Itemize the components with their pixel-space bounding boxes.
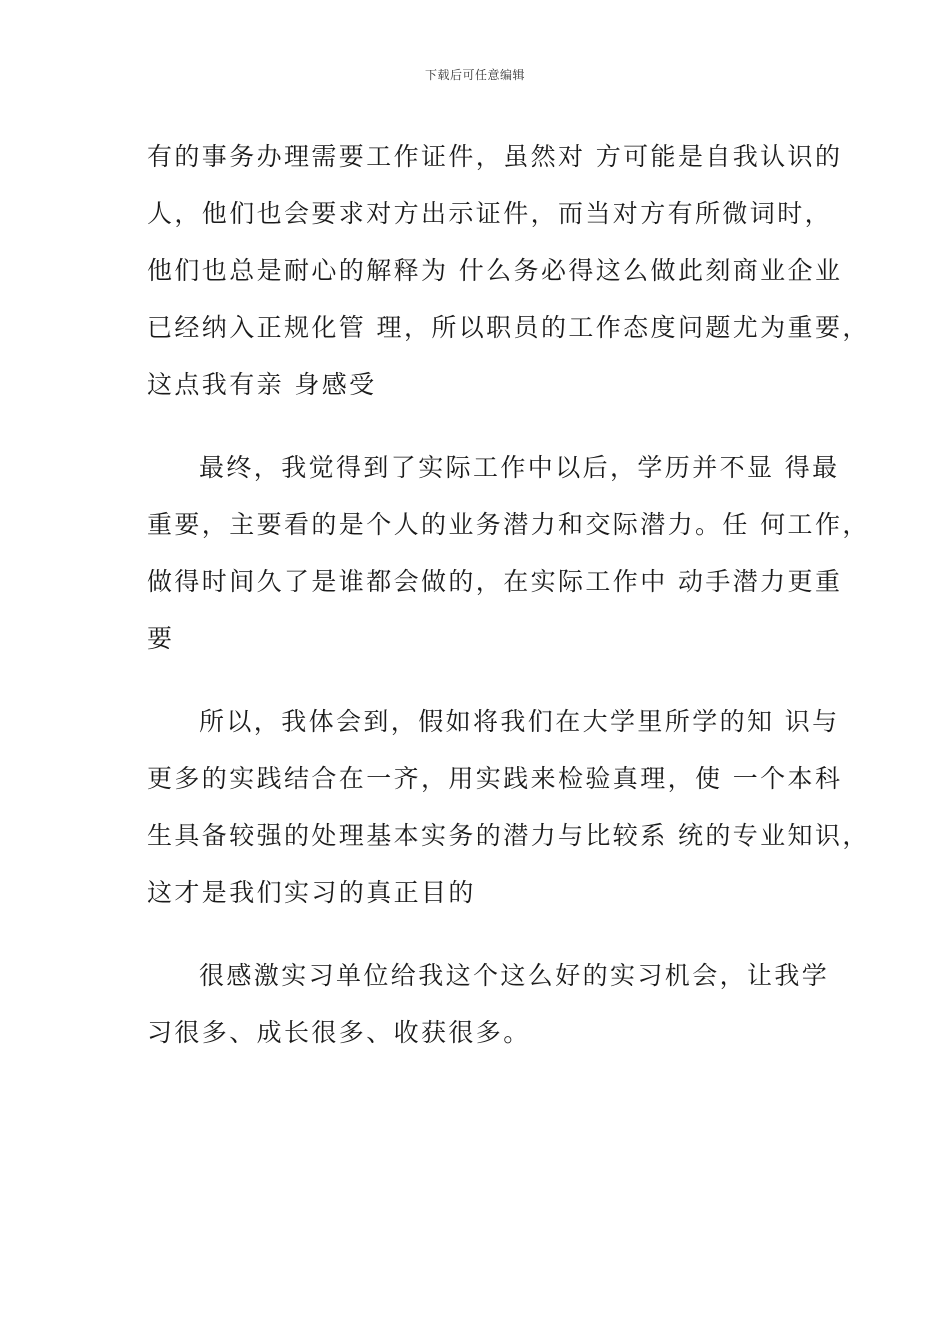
paragraph-4 <box>147 947 837 1061</box>
paragraph-line: 这点我有亲 身感受 <box>147 370 377 399</box>
paragraph-1 <box>147 128 870 413</box>
document-body <box>147 128 870 1087</box>
paragraph-line: 人，他们也会要求对方出示证件，而当对方有所微词时， <box>147 199 833 228</box>
paragraph-line: 习很多、成长很多、收获很多。 <box>147 1018 531 1047</box>
paragraph-line: 这才是我们实习的真正目的 <box>147 878 476 907</box>
paragraph-line: 做得时间久了是谁都会做的，在实际工作中 动手潜力更重 <box>147 567 843 596</box>
paragraph-line: 更多的实践结合在一齐，用实践来检验真理，使 一个本科 <box>147 764 843 793</box>
paragraph-line: 有的事务办理需要工作证件，虽然对 方可能是自我认识的 <box>147 142 843 171</box>
paragraph-line: 很感激实习单位给我这个这么好的实习机会，让我学 <box>199 961 830 990</box>
paragraph-line: 重要，主要看的是个人的业务潜力和交际潜力。任 何工作， <box>147 510 870 539</box>
page-header: 下载后可任意编辑 <box>424 68 525 82</box>
paragraph-line: 所以，我体会到，假如将我们在大学里所学的知 识与 <box>199 707 840 736</box>
paragraph-line: 他们也总是耐心的解释为 什么务必得这么做此刻商业企业 <box>147 256 843 285</box>
paragraph-line: 要 <box>147 624 175 653</box>
paragraph-line: 最终，我觉得到了实际工作中以后，学历并不显 得最 <box>199 453 840 482</box>
paragraph-2 <box>147 439 870 667</box>
paragraph-line: 已经纳入正规化管 理，所以职员的工作态度问题尤为重要， <box>147 313 870 342</box>
paragraph-3 <box>147 693 870 921</box>
paragraph-line: 生具备较强的处理基本实务的潜力与比较系 统的专业知识， <box>147 821 870 850</box>
